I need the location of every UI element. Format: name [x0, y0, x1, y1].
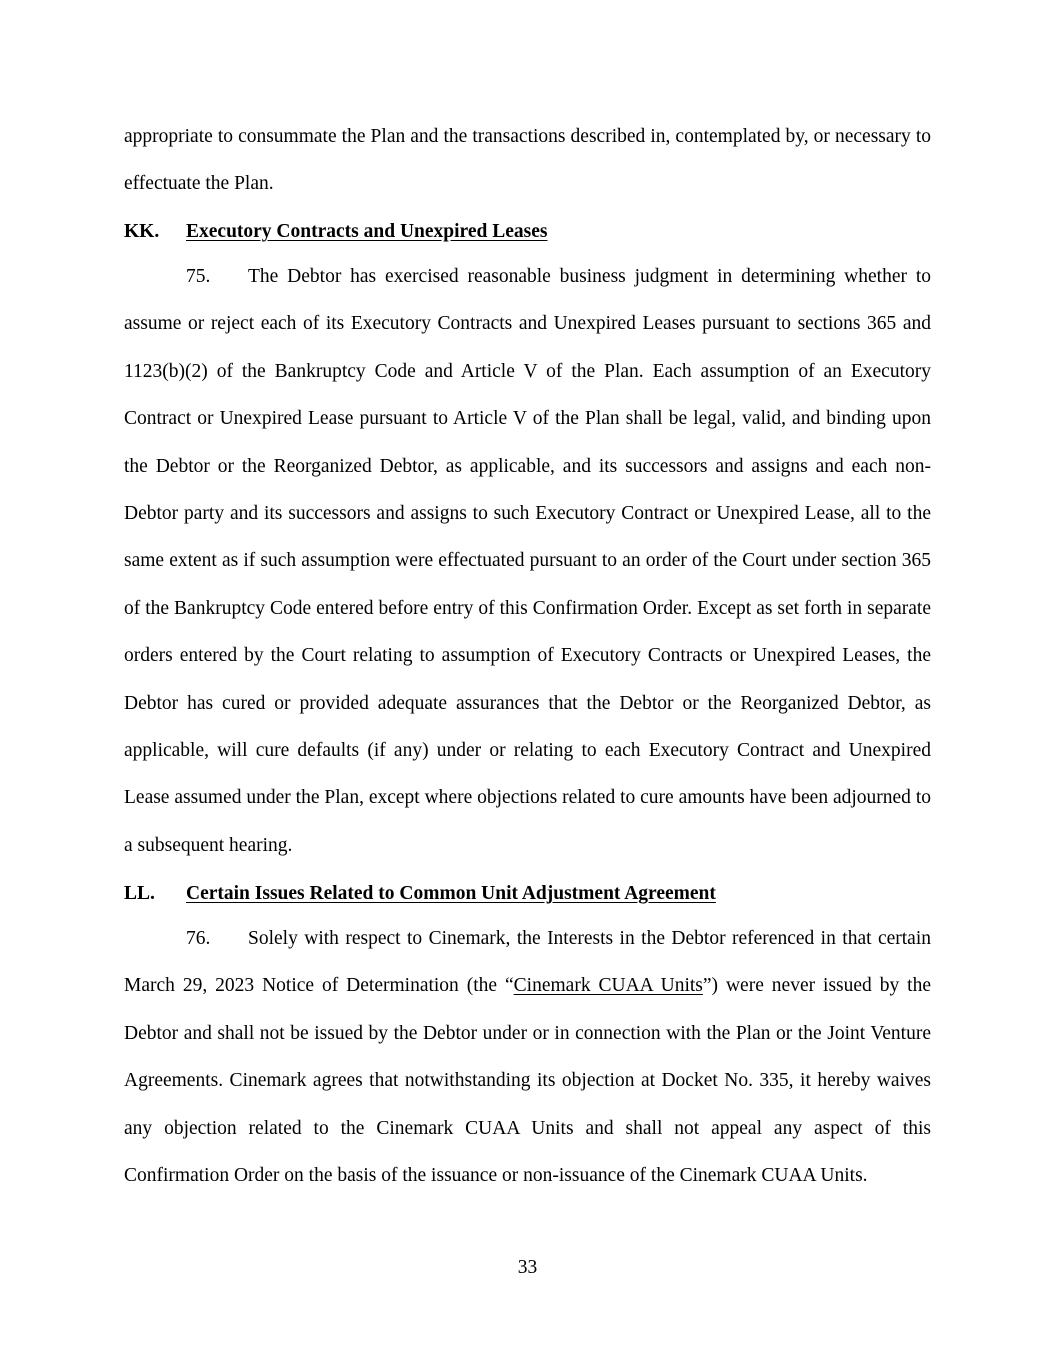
paragraph-75 — [124, 253, 931, 869]
defined-term: Cinemark CUAA Units — [513, 975, 703, 997]
page-number: 33 — [517, 1257, 538, 1278]
intro-paragraph-text: appropriate to consummate the Plan and the transactions described in, contemplated by, or necessary to effectuate the Plan. — [124, 126, 931, 195]
section-heading-kk — [124, 219, 547, 245]
paragraph-number: 76. — [186, 928, 211, 949]
section-number: LL. — [124, 883, 155, 904]
section-number: KK. — [124, 221, 160, 242]
paragraph-76 — [124, 915, 931, 1199]
paragraph-number: 75. — [186, 266, 211, 287]
section-title: Certain Issues Related to Common Unit Adjustment Agreement — [186, 883, 716, 904]
paragraph-text-before: Solely with respect to Cinemark, the Interests in the Debtor referenced in that certain March 29, 2023 Notice of Determination (the “ — [124, 928, 931, 997]
paragraph-text: The Debtor has exercised reasonable business judgment in determining whether to assume or reject each of its Executory Contracts and Unexpired Leases pursuant to sections 365 and 1123(b)(2) of the Bankruptcy Code and Article V of the Plan. Each assumption of an Executory Contract or Unexpired Lease pursuant to Article V of the Plan shall be legal, valid, and binding upon the Debtor or the Reorganized Debtor, as applicable, and its successors and assigns and each non-Debtor party and its successors and assigns to such Executory Contract or Unexpired Lease, all to the same extent as if such assumption were effectuated pursuant to an order of the Court under section 365 of the Bankruptcy Code entered before entry of this Confirmation Order. Except as set forth in separate orders entered by the Court relating to assumption of Executory Contracts or Unexpired Leases, the Debtor has cured or provided adequate assurances that the Debtor or the Reorganized Debtor, as applicable, will cure defaults (if any) under or relating to each Executory Contract and Unexpired Lease assumed under the Plan, except where objections related to cure amounts have been adjourned to a subsequent hearing. — [124, 266, 931, 856]
section-heading-ll — [124, 881, 716, 907]
intro-paragraph — [124, 113, 931, 208]
paragraph-text-after: ”) were never issued by the Debtor and shall not be issued by the Debtor under or in connection with the Plan or the Joint Venture Agreements. Cinemark agrees that notwithstanding its objection at Docket No. 335, it hereby waives any objection related to the Cinemark CUAA Units and shall not appeal any aspect of this Confirmation Order on the basis of the issuance or non-issuance of the Cinemark CUAA Units. — [124, 975, 931, 1187]
section-title: Executory Contracts and Unexpired Leases — [186, 221, 548, 242]
